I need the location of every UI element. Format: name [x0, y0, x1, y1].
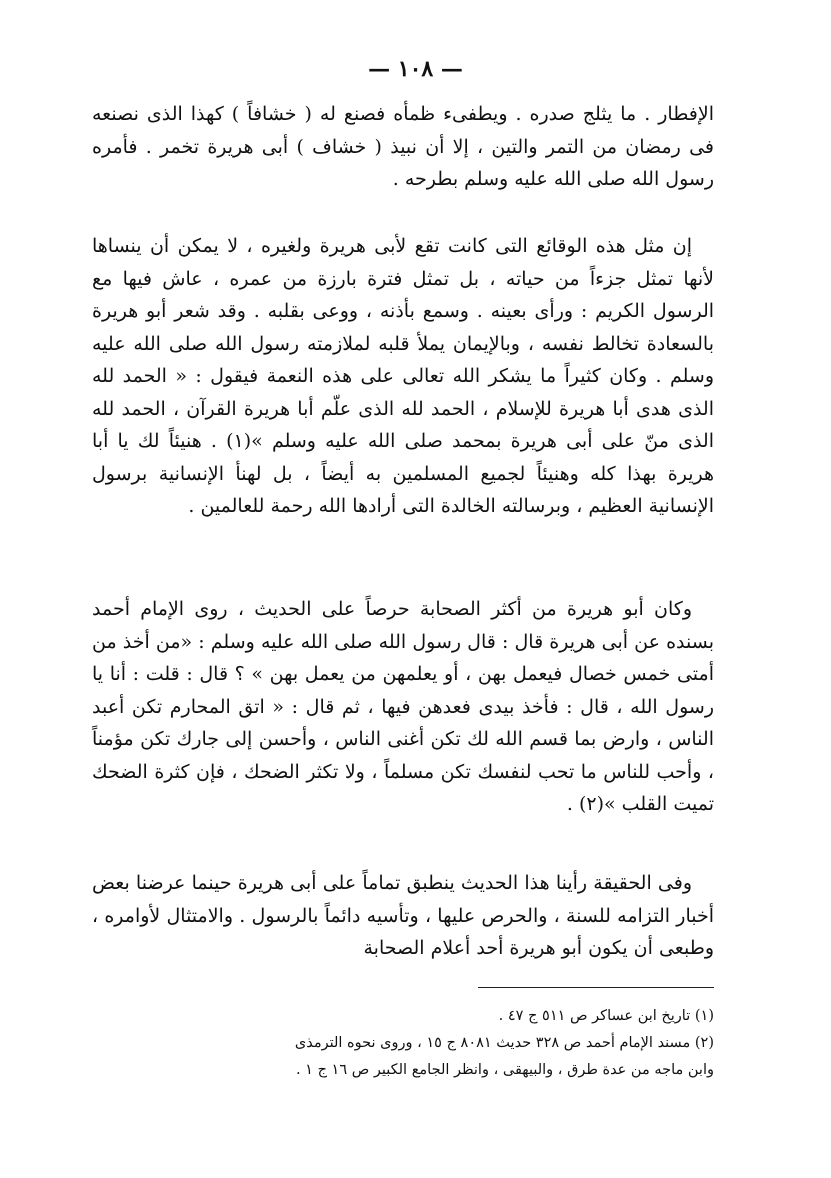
paragraph-line: بهن » ؟ قال : قلت : أنا يا رسول الله ، قال : فأخذ بيدى فعدهن فيها ، [92, 663, 715, 718]
paragraph-line: الذى علّم أبا هريرة القرآن ، الحمد لله الذى منّ على أبى هريرة بمحمد [92, 397, 714, 452]
paragraph-line: تخمر . فأمره رسول الله صلى الله عليه وسلم بطرحه . [92, 135, 714, 190]
paragraph-line: النعمة فيقول : « الحمد لله الذى هدى أبا هريرة للإسلام ، الحمد لله [92, 365, 714, 420]
paragraph-line: وكان أبو هريرة من أكثر الصحابة حرصاً على الحديث ، روى [194, 598, 692, 620]
paragraph-line: تكن مسلماً ، ولا تكثر الضحك ، فإن كثرة الضحك تميت القلب »(٢) . [92, 760, 714, 815]
footnote-1: (١) تاريخ ابن عساكر ص ٥١١ ج ٤٧ . [498, 1008, 714, 1024]
paragraph-line: صلى الله عليه وسلم »(١) . هنيئاً لك يا أبا هريرة بهذا كله وهنيئاً لجميع [92, 430, 714, 485]
paragraph-line: والامتثال لأوامره ، وطبعى أن يكون أبو هريرة أحد أعلام الصحابة [92, 904, 714, 959]
paragraph-line: وسلم : «من أخذ من أمتى خمس خصال فيعمل بهن ، أو يعلمهن من يعمل [92, 630, 714, 685]
paragraph-2 [92, 230, 714, 523]
paragraph-line: وقد شعر أبو هريرة بالسعادة تخالط نفسه ، وبالإيمان يملأ قلبه لملازمته [92, 300, 714, 355]
page-number: — ١٠٨ — [368, 56, 463, 82]
footnotes [92, 1003, 714, 1084]
paragraph-line: وفى الحقيقة رأينا هذا الحديث ينطبق تماماً على أبى هريرة حينما عرضنا [135, 872, 693, 894]
paragraph-line: رسول الله صلى الله عليه وسلم . وكان كثيراً ما يشكر الله تعالى على هذه [92, 332, 715, 387]
footnote-2: (٢) مسند الإمام أحمد ص ٣٢٨ حديث ٨٠٨١ ج ١٥ ، وروى نحوه الترمذى [294, 1035, 714, 1051]
paragraph-line: نصنعه فى رمضان من التمر والتين ، إلا أن نبيذ ( خشاف ) أبى هريرة [92, 103, 715, 158]
paragraph-line: بعض أخبار التزامه للسنة ، والحرص عليها ، وتأسيه دائماً بالرسول . [92, 872, 715, 927]
paragraph-3 [92, 593, 714, 821]
paragraph-line: الناس ، وأحسن إلى جارك تكن مؤمناً ، وأحب للناس ما تحب لنفسك [92, 728, 715, 783]
paragraph-4 [92, 867, 714, 965]
footnote-divider [478, 987, 714, 988]
paragraph-line: أن ينساها لأنها تمثل جزءاً من حياته ، بل تمثل فترة بارزة من عمره ، [92, 235, 714, 290]
paragraph-line: الخالدة التى أرادها الله رحمة للعالمين . [188, 495, 496, 517]
footnote-2-continued: وابن ماجه من عدة طرق ، والبيهقى ، وانظر الجامع الكبير ص ١٦ ج ١ . [295, 1062, 714, 1078]
paragraph-line: عاش فيها مع الرسول الكريم : ورأى بعينه . وسمع بأذنه ، ووعى بقلبه . [92, 267, 715, 322]
paragraph-line: الإمام أحمد بسنده عن أبى هريرة قال : قال رسول الله صلى الله عليه [92, 598, 714, 653]
paragraph-line: ثم قال : « اتق المحارم تكن أعبد الناس ، وارض بما قسم الله لك تكن أغنى [92, 695, 714, 750]
paragraph-line: إن مثل هذه الوقائع التى كانت تقع لأبى هريرة ولغيره ، لا يمكن [177, 235, 692, 257]
paragraph-line: المسلمين به أيضاً ، بل لهنأ الإنسانية برسول الإنسانية العظيم ، وبرسالته [92, 462, 714, 517]
paragraph-line: الإفطار . ما يثلج صدره . ويطفىء ظمأه فصنع له ( خشافاً ) كهذا الذى [146, 103, 714, 125]
paragraph-1 [92, 98, 714, 196]
